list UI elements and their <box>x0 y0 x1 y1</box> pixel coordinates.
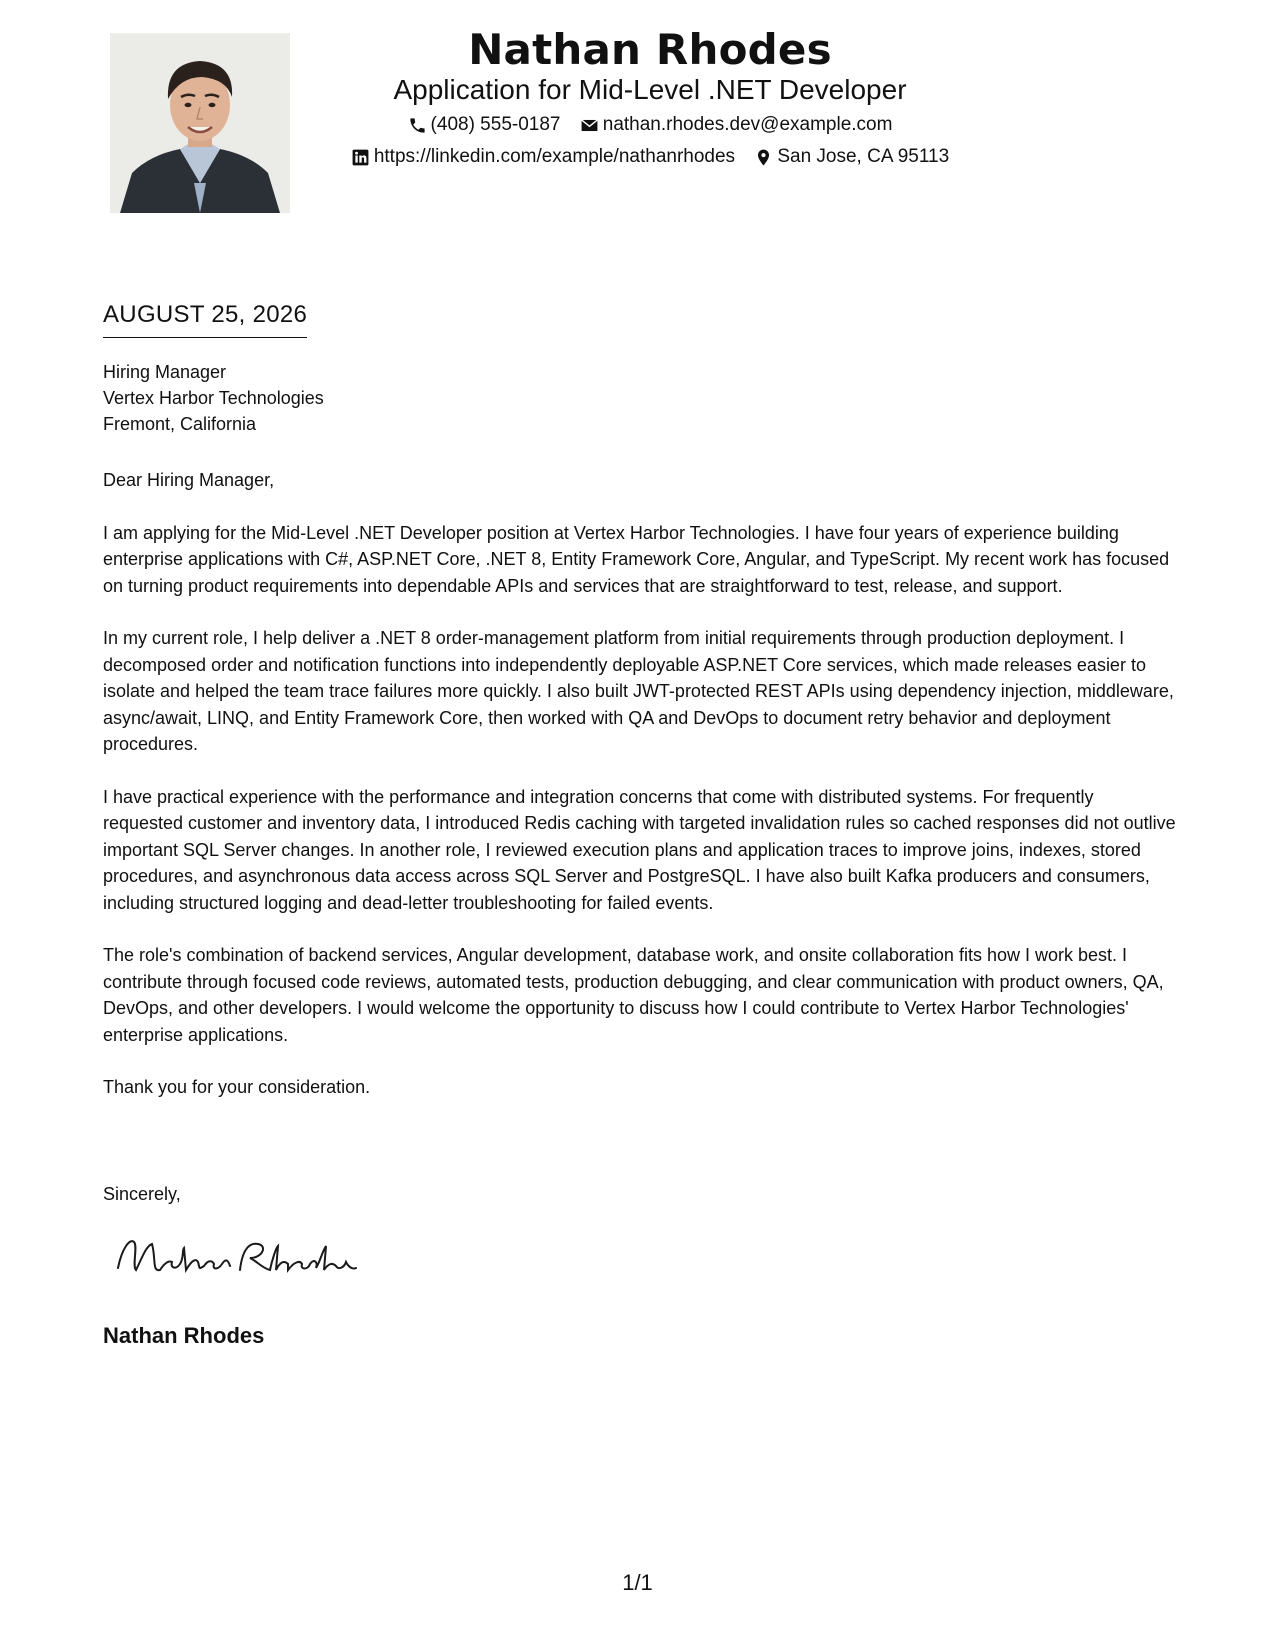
body-paragraph: The role's combination of backend services, Angular development, database work, and onsite collaboration fits how I work best. I contribute through focused code reviews, automated tests, production debugging, and clear communication with product owners, QA, DevOps, and other developers. I would welcome the opportunity to discuss how I could contribute to Vertex Harbor Technologies' enterprise applications. <box>103 945 1164 1045</box>
contact-email <box>580 112 893 138</box>
salutation: Dear Hiring Manager, <box>103 470 275 490</box>
linkedin-url: https://linkedin.com/example/nathanrhodes <box>373 146 736 167</box>
contact-row-primary <box>300 112 1000 143</box>
contact-phone <box>408 112 561 138</box>
location-text: San Jose, CA 95113 <box>777 146 950 167</box>
thank-you-line: Thank you for your consideration. <box>103 1077 371 1097</box>
recipient-location: Fremont, California <box>103 414 257 434</box>
profile-photo <box>110 33 290 213</box>
recipient-block <box>103 359 324 437</box>
page-number: 1/1 <box>622 1570 653 1595</box>
envelope-icon <box>580 116 599 135</box>
closing-line: Sincerely, <box>103 1184 181 1204</box>
body-paragraph: I am applying for the Mid-Level .NET Developer position at Vertex Harbor Technologies. I have four years of experience building enterprise applications with C#, ASP.NET Core, .NET 8, Entity Framework Core, Angular, and TypeScript. My recent work has focused on turning product requirements into dependable APIs and services that are straightforward to test, release, and support. <box>103 522 1170 596</box>
contact-location <box>754 144 949 170</box>
phone-icon <box>408 116 427 135</box>
letter-body <box>103 467 1178 1127</box>
body-paragraph: In my current role, I help deliver a .NET 8 order-management platform from initial requirements through production deployment. I decomposed order and notification functions into independently deployable ASP.NET Core services, which made releases easier to isolate and helped the team trace failures more quickly. I also built JWT-protected REST APIs using dependency injection, middleware, async/await, LINQ, and Entity Framework Core, then worked with QA and DevOps to document retry behavior and deployment procedures. <box>103 628 1174 754</box>
recipient-title: Hiring Manager <box>103 362 227 382</box>
map-pin-icon <box>754 148 773 167</box>
linkedin-icon <box>351 148 370 167</box>
signer-name: Nathan Rhodes <box>103 1323 265 1348</box>
handwritten-signature <box>112 1228 362 1288</box>
applicant-name: Nathan Rhodes <box>468 25 832 74</box>
recipient-company: Vertex Harbor Technologies <box>103 388 324 408</box>
application-title: Application for Mid-Level .NET Developer <box>393 74 907 105</box>
letter-date: AUGUST 25, 2026 <box>103 299 307 338</box>
contact-row-secondary <box>300 144 1000 175</box>
contact-linkedin <box>351 144 735 170</box>
email-address: nathan.rhodes.dev@example.com <box>602 114 893 135</box>
body-paragraph: I have practical experience with the performance and integration concerns that come with distributed systems. For frequently requested customer and inventory data, I introduced Redis caching with targeted invalidation rules so cached responses did not outlive important SQL Server changes. In another role, I reviewed execution plans and application traces to improve joins, indexes, stored procedures, and asynchronous data access across SQL Server and PostgreSQL. I have also built Kafka producers and consumers, including structured logging and dead-letter troubleshooting for failed events. <box>103 786 1176 913</box>
phone-number: (408) 555-0187 <box>430 114 561 135</box>
